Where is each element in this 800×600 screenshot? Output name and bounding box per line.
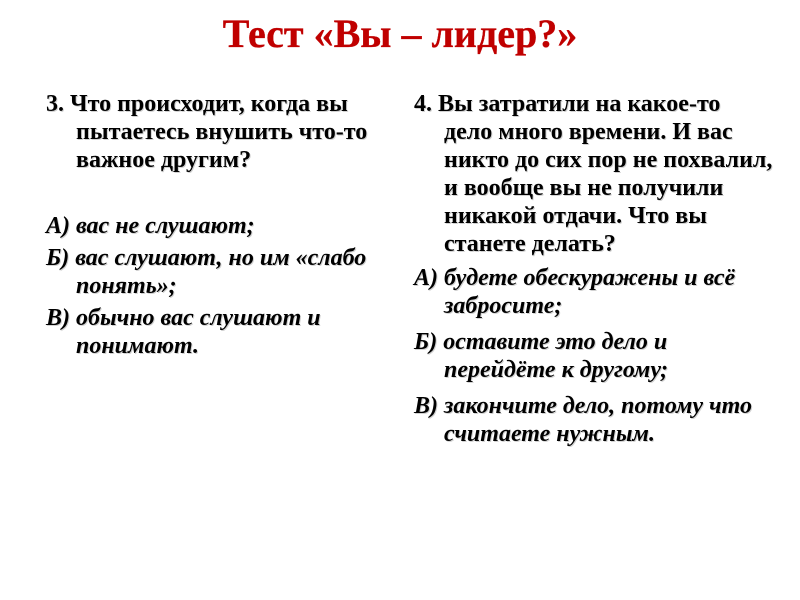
- question-4-answer-a: А) будете обескуражены и всё забросите;: [414, 265, 736, 319]
- question-3-text: 3. Что происходит, когда вы пытаетесь внушить что-то важное другим?: [46, 91, 368, 173]
- slide-title: Тест «Вы – лидер?»: [222, 11, 578, 56]
- question-4-answer-b: Б) оставите это дело и перейдёте к другому;: [414, 329, 669, 383]
- question-3-answer-a: А) вас не слушают;: [46, 213, 255, 239]
- question-4-text: 4. Вы затратили на какое-то дело много времени. И вас никто до сих пор не похвалил, и вообще вы не получили никакой отдачи. Что вы станете делать?: [414, 91, 773, 257]
- question-3-block: [46, 90, 396, 364]
- question-4-block: [414, 90, 774, 456]
- question-3-answers: [46, 212, 396, 360]
- question-3-answer-b: Б) вас слушают, но им «слабо понять»;: [46, 245, 367, 299]
- question-4-answer-c: В) закончите дело, потому что считаете нужным.: [414, 393, 752, 447]
- question-4-answers: [414, 264, 774, 448]
- question-3-answer-c: В) обычно вас слушают и понимают.: [46, 305, 321, 359]
